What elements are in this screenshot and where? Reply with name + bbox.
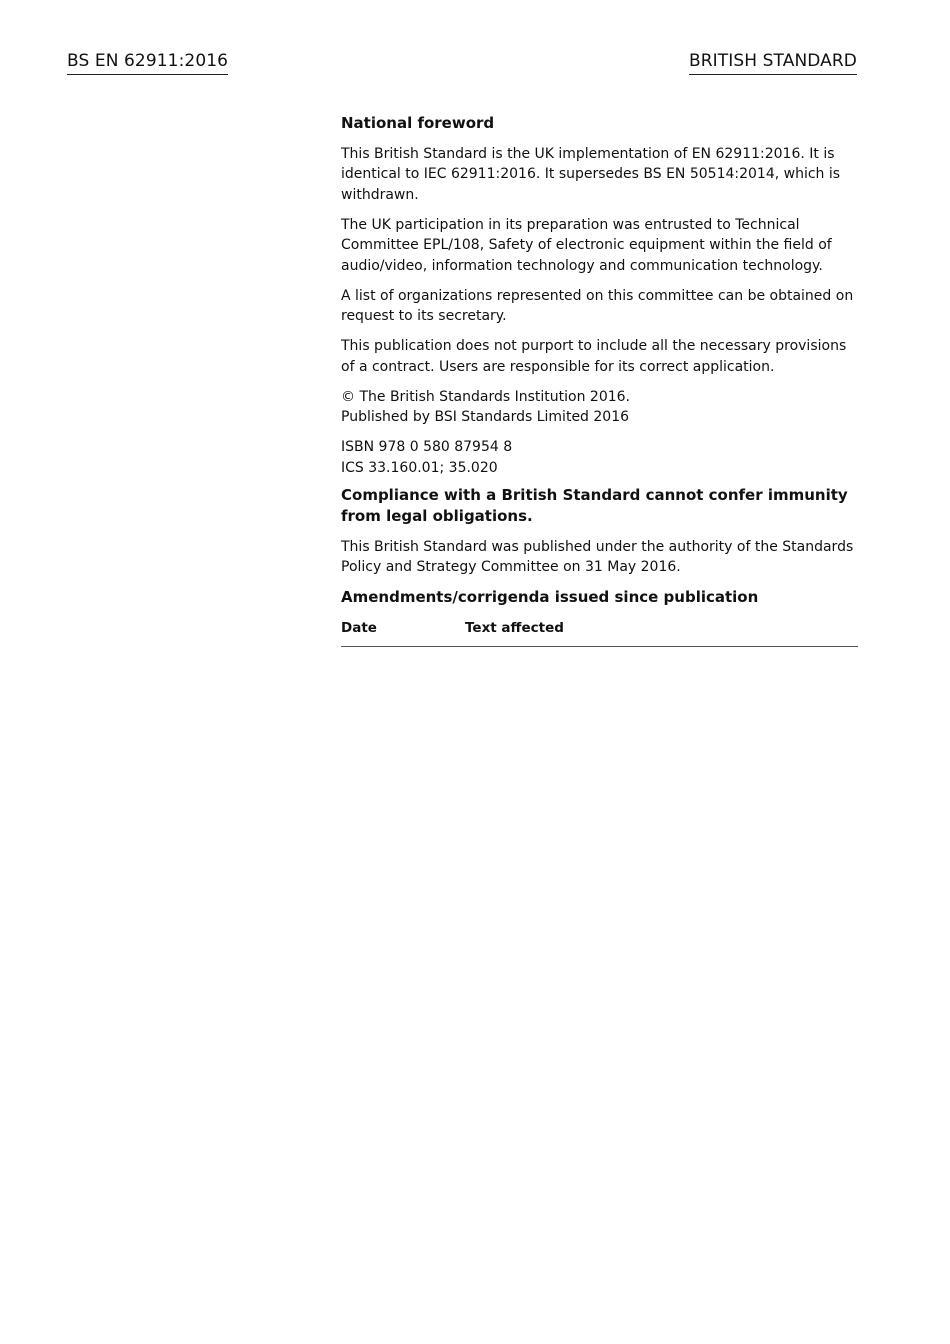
document-code: BS EN 62911:2016 <box>67 50 228 75</box>
publication-authority: This British Standard was published under the authority of the Standards Policy and Strategy Committee on 31 May 2016. <box>341 538 854 575</box>
copyright-block <box>341 387 858 428</box>
foreword-paragraph: This publication does not purport to include all the necessary provisions of a contract. Users are responsible for its correct application. <box>341 338 847 375</box>
amendments-heading: Amendments/corrigenda issued since publication <box>341 588 759 606</box>
foreword-heading: National foreword <box>341 114 495 132</box>
compliance-notice: Compliance with a British Standard cannot confer immunity from legal obligations. <box>341 486 848 525</box>
foreword-paragraph: This British Standard is the UK implementation of EN 62911:2016. It is identical to IEC 62911:2016. It supersedes BS EN 50514:2014, which is withdrawn. <box>341 145 841 203</box>
column-header-text-affected: Text affected <box>465 619 564 636</box>
column-header-date: Date <box>341 619 377 636</box>
identifier-block <box>341 437 858 478</box>
foreword-paragraph: A list of organizations represented on this committee can be obtained on request to its secretary. <box>341 287 854 324</box>
foreword-paragraph: The UK participation in its preparation was entrusted to Technical Committee EPL/108, Safety of electronic equipment within the field of audio/video, information technology and communication technology. <box>341 216 832 274</box>
isbn-line: ISBN 978 0 580 87954 8 <box>341 439 513 455</box>
ics-line: ICS 33.160.01; 35.020 <box>341 459 498 476</box>
standard-type: BRITISH STANDARD <box>689 50 857 75</box>
foreword-section <box>341 113 858 647</box>
amendments-table-header <box>341 618 858 647</box>
publisher-line: Published by BSI Standards Limited 2016 <box>341 409 630 425</box>
copyright-line: © The British Standards Institution 2016. <box>341 388 631 405</box>
